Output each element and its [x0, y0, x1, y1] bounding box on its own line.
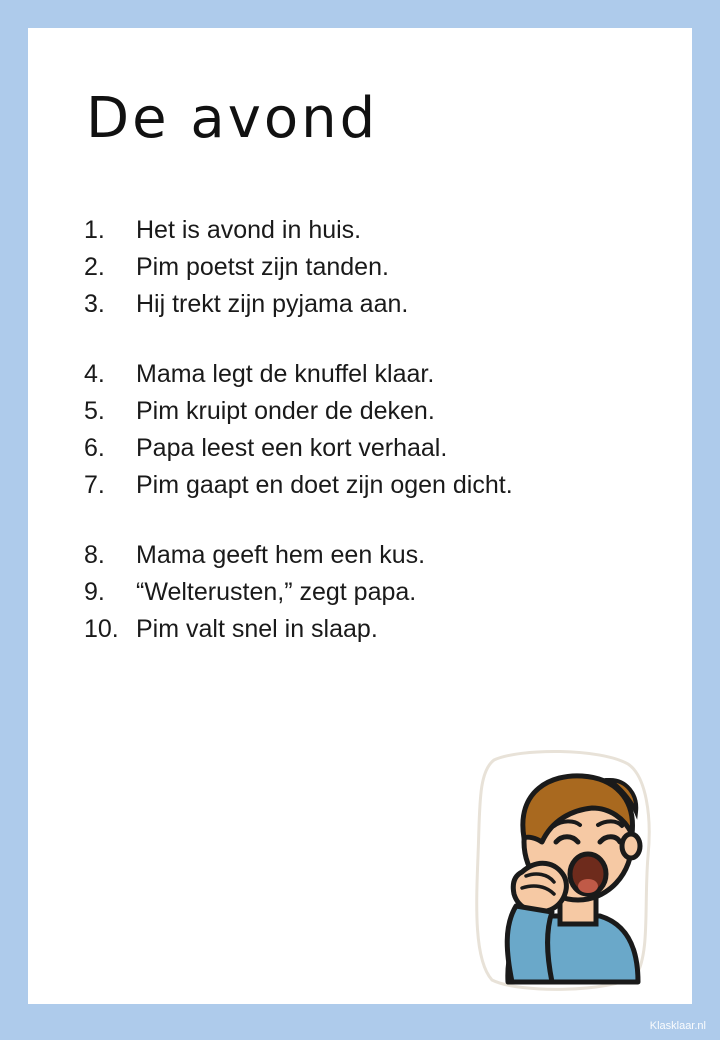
list-item — [84, 434, 644, 471]
list-item-number: 3. — [84, 290, 105, 318]
list-item-text: Pim poetst zijn tanden. — [136, 253, 389, 281]
list-item-number: 8. — [84, 541, 105, 569]
page-title: De avond — [86, 86, 379, 151]
yawning-boy-illustration — [460, 746, 660, 996]
list-item — [84, 216, 644, 253]
list-item — [84, 615, 644, 652]
document-sheet — [28, 28, 692, 1004]
list-item-text: Pim valt snel in slaap. — [136, 615, 378, 643]
list-item-text: Mama legt de knuffel klaar. — [136, 360, 435, 388]
list-item — [84, 290, 644, 360]
list-item-number: 5. — [84, 397, 105, 425]
list-item-text: Pim kruipt onder de deken. — [136, 397, 435, 425]
list-item — [84, 360, 644, 397]
list-item-number: 1. — [84, 216, 105, 244]
list-item-number: 10. — [84, 615, 119, 643]
list-item-text: Hij trekt zijn pyjama aan. — [136, 290, 409, 318]
list-item-text: “Welterusten,” zegt papa. — [136, 578, 417, 606]
list-item — [84, 397, 644, 434]
list-item — [84, 253, 644, 290]
sentence-list — [84, 216, 644, 652]
list-item-number: 2. — [84, 253, 105, 281]
list-item-number: 7. — [84, 471, 105, 499]
list-item-number: 4. — [84, 360, 105, 388]
list-item-text: Mama geeft hem een kus. — [136, 541, 426, 569]
list-item — [84, 578, 644, 615]
list-item-text: Het is avond in huis. — [136, 216, 362, 244]
list-item — [84, 541, 644, 578]
list-item-number: 6. — [84, 434, 105, 462]
list-item-text: Pim gaapt en doet zijn ogen dicht. — [136, 471, 513, 499]
footer-brand: Klasklaar.nl — [649, 1020, 706, 1032]
list-item-number: 9. — [84, 578, 105, 606]
list-item — [84, 471, 644, 541]
list-item-text: Papa leest een kort verhaal. — [136, 434, 448, 462]
